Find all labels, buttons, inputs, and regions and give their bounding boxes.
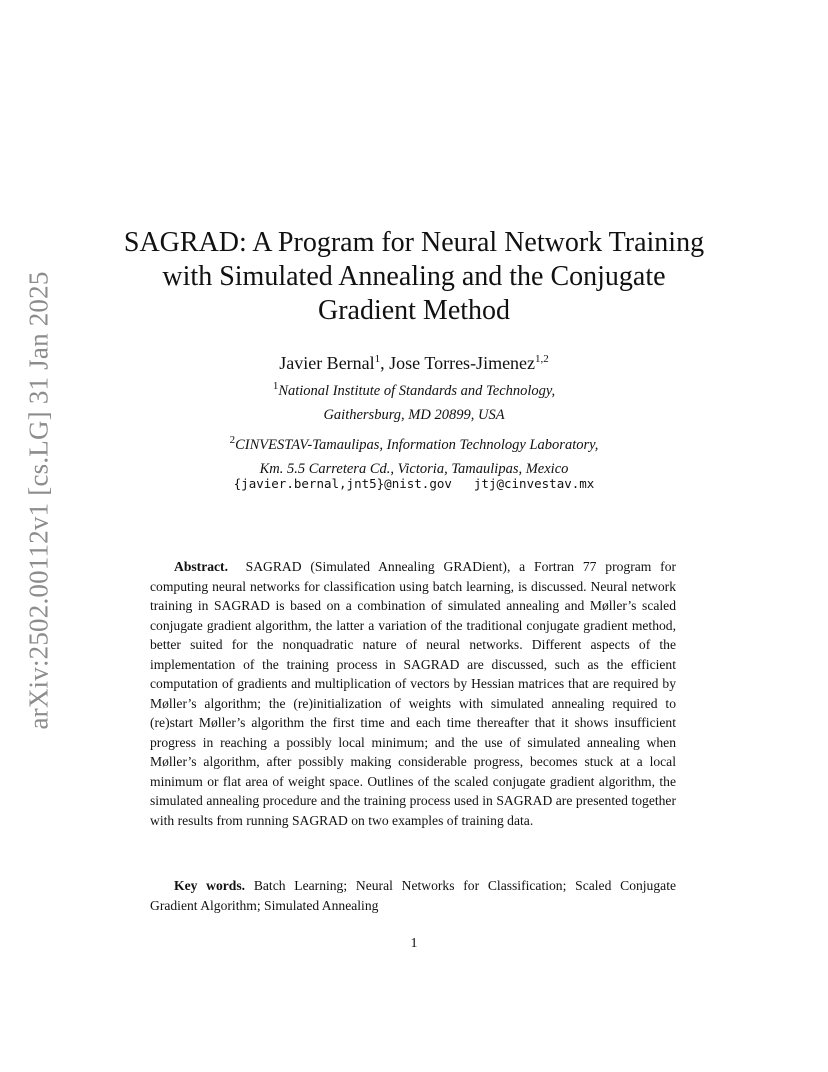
author-name: Jose Torres-Jimenez	[389, 353, 536, 373]
keywords	[150, 876, 676, 915]
affiliation-mark: 1	[272, 380, 279, 392]
author-affiliation-mark: 1	[374, 353, 381, 365]
author-separator: ,	[380, 353, 390, 373]
affiliation-1-line2: Gaithersburg, MD 20899, USA	[323, 407, 505, 424]
affiliation-2-line2: Km. 5.5 Carretera Cd., Victoria, Tamaulipas, Mexico	[259, 461, 569, 478]
author-list	[0, 348, 828, 374]
page-number: 1	[410, 936, 418, 951]
affiliation-2-line1: $^2$CINVESTAV-Tamaulipas, Information Technology Laboratory,	[229, 433, 599, 453]
abstract-text: SAGRAD (Simulated Annealing GRADient), a Fortran 77 program for computing neural networks for classification using batch learning, is discussed. Neural network training in SAGRAD is based on a combination of simulated annealing and Møller’s scaled conjugate gradient algorithm, the latter a variation of the traditional conjugate gradient method, better suited for the nonquadratic nature of neural networks. Different aspects of the implementation of the training process in SAGRAD are discussed, such as the efficient computation of gradients and multiplication of vectors by Hessian matrices that are required by Møller’s algorithm; the (re)initialization of weights with simulated annealing required to (re)start Møller’s algorithm the first time and each time thereafter that it shows insufficient progress in reaching a possibly local minimum; and the use of simulated annealing when Møller’s algorithm, after possibly making considerable progress, becomes stuck at a local minimum or flat area of weight space. Outlines of the scaled conjugate gradient algorithm, the simulated annealing procedure and the training process used in SAGRAD are presented together with results from running SAGRAD on two examples of training data.	[150, 559, 677, 828]
email-cinvestav: jtj@cinvestav.mx	[473, 476, 595, 491]
author-emails	[0, 474, 828, 494]
author-name: Javier Bernal	[279, 353, 375, 373]
affiliations	[0, 374, 828, 482]
arxiv-identifier-stamp	[14, 250, 64, 750]
affiliation-mark: 2	[229, 433, 236, 446]
arxiv-identifier-text: arXiv:2502.00112v1 [cs.LG] 31 Jan 2025	[23, 270, 54, 730]
abstract	[150, 557, 676, 830]
affiliation-1-line1: $^1$National Institute of Standards and Technology,	[272, 380, 556, 399]
paper-title: SAGRAD: A Program for Neural Network Training with Simulated Annealing and the Conjugate Gradient Method	[123, 227, 705, 326]
email-nist: {javier.bernal,jnt5}@nist.gov	[233, 476, 452, 491]
keywords-text: Batch Learning; Neural Networks for Classification; Scaled Conjugate Gradient Algorithm; Simulated Annealing	[150, 878, 676, 913]
keywords-label: Key words.	[174, 878, 246, 893]
author-affiliation-mark: 1,2	[535, 353, 549, 365]
abstract-label: Abstract.	[174, 559, 228, 574]
